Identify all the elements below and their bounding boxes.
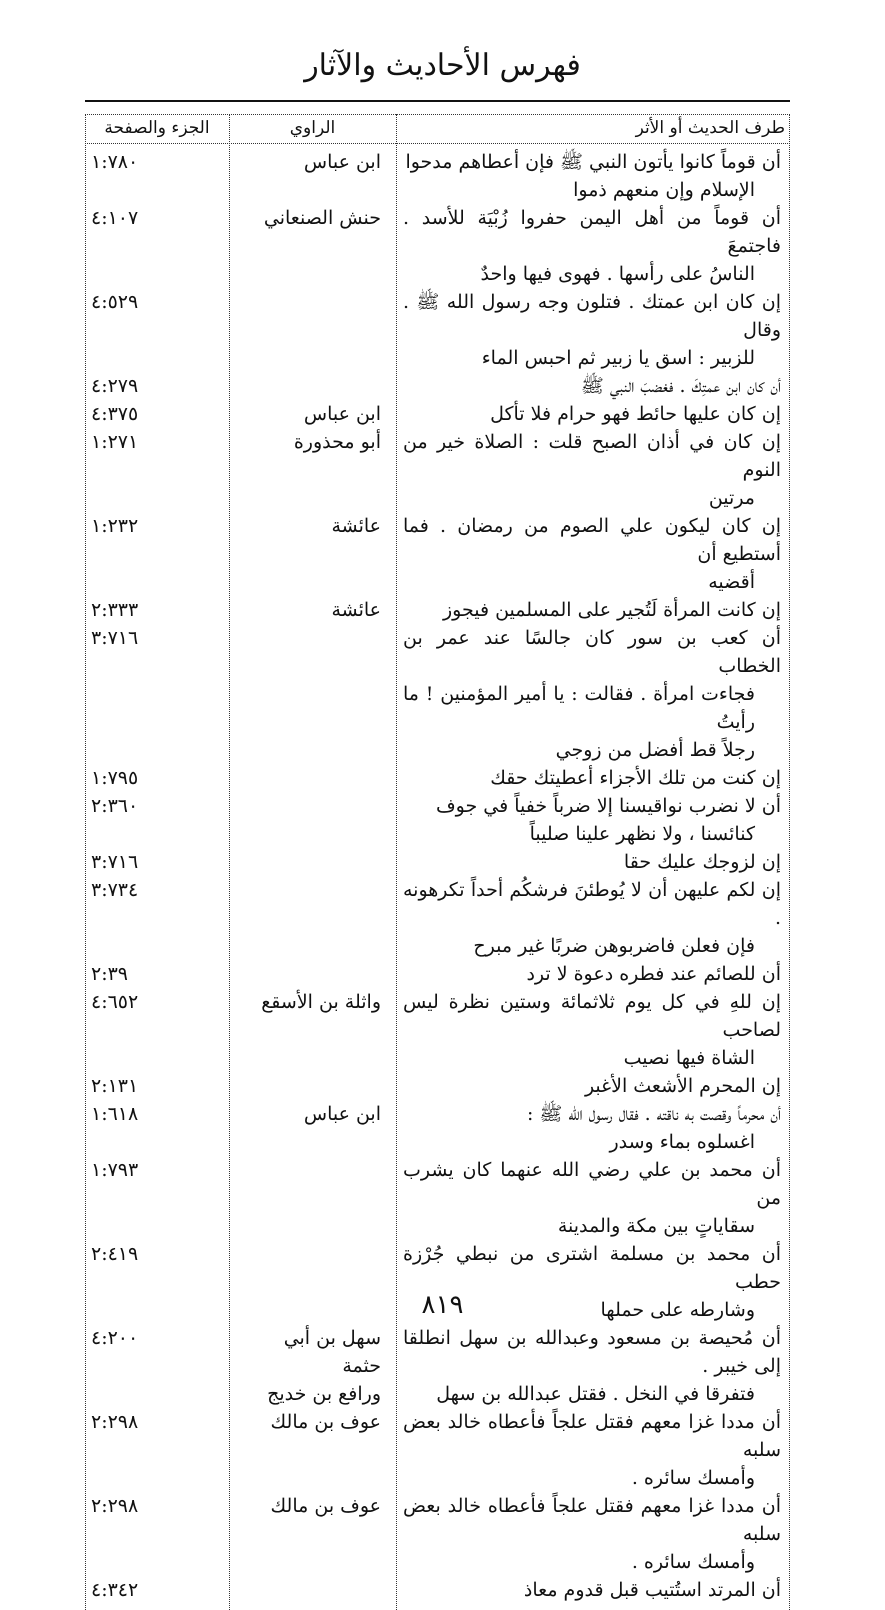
hadith-line: أن محمد بن مسلمة اشترى من نبطي جُرْزة حطب — [403, 1243, 781, 1293]
hadith-line: أن مُحيصة بن مسعود وعبدالله بن سهل انطلقا إلى خيبر . — [403, 1327, 781, 1377]
hadith-text — [403, 960, 781, 988]
table-row — [85, 204, 790, 288]
hadith-line: إن لكم عليهن أن لا يُوطئنَ فرشكُم أحداً تكرهونه . — [403, 879, 781, 929]
page-title: فهرس الأحاديث والآثار — [304, 48, 581, 83]
narrator-name: ورافع بن خديج — [267, 1383, 381, 1405]
volume-page: ٤:١٠٧ — [91, 207, 139, 229]
hadith-line: أن محمد بن علي رضي الله عنهما كان يشرب من — [403, 1159, 781, 1209]
table-row — [85, 792, 790, 848]
hadith-line: إن كان ابن عمتك . فتلون وجه رسول الله ﷺ . وقال — [403, 291, 781, 341]
hadith-line: إن كان ليكون علي الصوم من رمضان . فما أستطيع أن — [403, 515, 781, 565]
hadith-continuation: أقضيه — [708, 571, 755, 593]
hadith-continuation: اغسلوه بماء وسدر — [609, 1131, 755, 1153]
hadith-text — [403, 1100, 781, 1156]
table-row — [85, 960, 790, 988]
narrator-name: عائشة — [331, 599, 381, 621]
table-row — [85, 1100, 790, 1156]
hadith-continuation: وشارطه على حملها — [600, 1299, 755, 1321]
title-rule — [85, 100, 790, 102]
volume-page: ٢:١٣١ — [91, 1075, 139, 1097]
hadith-text — [403, 1324, 781, 1408]
hadith-text — [403, 400, 781, 428]
narrator-name: سهل بن أبي حثمة — [283, 1327, 381, 1377]
hadith-continuation: الناسُ على رأسها . فهوى فيها واحدٌ — [480, 263, 755, 285]
narrator — [241, 596, 381, 624]
table-row — [85, 876, 790, 960]
narrator — [241, 512, 381, 540]
volume-page: ٢:٢٩٨ — [91, 1495, 139, 1517]
volume-page: ١:٧٨٠ — [91, 151, 139, 173]
hadith-continuation: للزبير : اسق يا زبير ثم احبس الماء — [481, 347, 755, 369]
volume-page: ١:٧٩٥ — [91, 767, 139, 789]
narrator — [241, 1408, 381, 1436]
table-row — [85, 400, 790, 428]
hadith-text — [403, 372, 781, 400]
hadith-continuation: فجاءت امرأة . فقالت : يا أمير المؤمنين ! ما رأيتُ — [403, 683, 755, 733]
hadith-text — [403, 204, 781, 288]
table-row — [85, 512, 790, 596]
narrator-name: ابن عباس — [303, 1103, 381, 1125]
hadith-line: إن المحرم الأشعث الأغبر — [584, 1075, 781, 1097]
hadith-continuation: فإن فعلن فاضربوهن ضربًا غير مبرح — [473, 935, 755, 957]
hadith-line: أن لا نضرب نواقيسنا إلا ضرباً خفياً في جوف — [435, 795, 781, 817]
volume-page: ٤:٣٧٥ — [91, 403, 139, 425]
hadith-line: أن كان ابن عمتِكَ . فغضبَ النبي ﷺ — [580, 375, 781, 397]
volume-page: ١:٢٣٢ — [91, 515, 139, 537]
volume-page: ١:٧٩٣ — [91, 1159, 139, 1181]
volume-page: ٤:٢٠٠ — [91, 1327, 139, 1349]
hadith-continuation: الشاة فيها نصيب — [623, 1047, 755, 1069]
hadith-text — [403, 624, 781, 764]
narrator-name: عوف بن مالك — [270, 1495, 381, 1517]
hadith-continuation: وأمسك سائره . — [631, 1551, 755, 1573]
hadith-line: إن كنت من تلك الأجزاء أعطيتك حقك — [490, 767, 781, 789]
hadith-text — [403, 512, 781, 596]
narrator — [241, 428, 381, 456]
hadith-line: أن للصائم عند فطره دعوة لا ترد — [526, 963, 781, 985]
hadith-line: إن كان في أذان الصبح قلت : الصلاة خير من النوم — [403, 431, 781, 481]
hadith-continuation: وأمسك سائره . — [631, 1467, 755, 1489]
hadith-line: أن محرماً وقصت به ناقته . فقال رسول الله ﷺ : — [526, 1103, 781, 1125]
hadith-text — [403, 1576, 781, 1604]
volume-page: ٤:٥٢٩ — [91, 291, 139, 313]
table-row — [85, 1576, 790, 1604]
table-header — [85, 114, 790, 144]
table-row — [85, 624, 790, 764]
hadith-continuation: فتفرقا في النخل . فقتل عبدالله بن سهل — [436, 1383, 755, 1405]
table-row — [85, 596, 790, 624]
narrator — [241, 400, 381, 428]
narrator — [241, 1492, 381, 1520]
volume-page: ٣:٧١٦ — [91, 627, 139, 649]
volume-page: ٣:٧١٦ — [91, 851, 139, 873]
table-body — [85, 148, 790, 1604]
narrator-name: واثلة بن الأسقع — [261, 991, 381, 1013]
hadith-line: أن مددا غزا معهم فقتل علجاً فأعطاه خالد بعض سلبه — [403, 1411, 781, 1461]
hadith-text — [403, 1408, 781, 1492]
hadith-text — [403, 1156, 781, 1240]
table-row — [85, 1324, 790, 1408]
hadith-text — [403, 792, 781, 848]
hadith-line: إن كان عليها حائط فهو حرام فلا تأكل — [490, 403, 781, 425]
hadith-line: إن كانت المرأة لَتُجير على المسلمين فيجوز — [442, 599, 781, 621]
volume-page: ٣:٧٣٤ — [91, 879, 139, 901]
narrator-name: عائشة — [331, 515, 381, 537]
narrator-name: عوف بن مالك — [270, 1411, 381, 1433]
hadith-continuation: الإسلام وإن منعهم ذموا — [573, 179, 755, 201]
narrator — [241, 1324, 381, 1408]
table-row — [85, 848, 790, 876]
hadith-continuation: سقاياتٍ بين مكة والمدينة — [557, 1215, 755, 1237]
hadith-line: إن للهِ في كل يوم ثلاثمائة وستين نظرة ليس لصاحب — [403, 991, 781, 1041]
volume-page: ١:٦١٨ — [91, 1103, 139, 1125]
hadith-line: أن كعب بن سور كان جالسًا عند عمر بن الخطاب — [403, 627, 781, 677]
table-row — [85, 428, 790, 512]
narrator — [241, 988, 381, 1016]
narrator-name: أبو محذورة — [293, 431, 381, 453]
hadith-text — [403, 764, 781, 792]
table-row — [85, 1156, 790, 1240]
hadith-line: أن مددا غزا معهم فقتل علجاً فأعطاه خالد بعض سلبه — [403, 1495, 781, 1545]
index-table — [85, 114, 790, 1610]
hadith-text — [403, 596, 781, 624]
narrator — [241, 148, 381, 176]
hadith-text — [403, 1492, 781, 1576]
hadith-continuation: رجلاً قط أفضل من زوجي — [555, 739, 755, 761]
narrator-name: حنش الصنعاني — [263, 207, 381, 229]
hadith-text — [403, 876, 781, 960]
hadith-text — [403, 1072, 781, 1100]
table-row — [85, 1072, 790, 1100]
hadith-line: أن قوماً من أهل اليمن حفروا زُبْيَة للأسد . فاجتمعَ — [403, 207, 781, 257]
volume-page: ٢:٣٣٣ — [91, 599, 139, 621]
hadith-text — [403, 428, 781, 512]
volume-page: ٢:٤١٩ — [91, 1243, 139, 1265]
table-row — [85, 1408, 790, 1492]
narrator — [241, 1100, 381, 1128]
hadith-text — [403, 848, 781, 876]
table-row — [85, 372, 790, 400]
narrator — [241, 204, 381, 232]
hadith-continuation: مرتين — [708, 487, 755, 509]
table-row — [85, 988, 790, 1072]
volume-page: ١:٢٧١ — [91, 431, 139, 453]
table-row — [85, 148, 790, 204]
header-page: الجزء والصفحة — [104, 118, 210, 138]
volume-page: ٢:٣٩ — [91, 963, 129, 985]
hadith-text — [403, 148, 781, 204]
volume-page: ٤:٦٥٢ — [91, 991, 139, 1013]
volume-page: ٤:٢٧٩ — [91, 375, 139, 397]
hadith-line: أن المرتد استُتيب قبل قدوم معاذ — [523, 1579, 781, 1601]
hadith-text — [403, 988, 781, 1072]
header-narrator: الراوي — [289, 118, 336, 138]
volume-page: ٤:٣٤٢ — [91, 1579, 139, 1601]
volume-page: ٢:٢٩٨ — [91, 1411, 139, 1433]
table-row — [85, 764, 790, 792]
narrator-name: ابن عباس — [303, 151, 381, 173]
hadith-continuation: كنائسنا ، ولا نظهر علينا صليباً — [529, 823, 755, 845]
narrator-name: ابن عباس — [303, 403, 381, 425]
table-row — [85, 1492, 790, 1576]
table-row — [85, 288, 790, 372]
page-number: ٨١٩ — [421, 1290, 464, 1320]
hadith-line: إن لزوجك عليك حقا — [623, 851, 781, 873]
header-text: طرف الحديث أو الأثر — [635, 118, 785, 138]
volume-page: ٢:٣٦٠ — [91, 795, 139, 817]
hadith-text — [403, 288, 781, 372]
hadith-line: أن قوماً كانوا يأتون النبي ﷺ فإن أعطاهم مدحوا — [405, 151, 781, 173]
